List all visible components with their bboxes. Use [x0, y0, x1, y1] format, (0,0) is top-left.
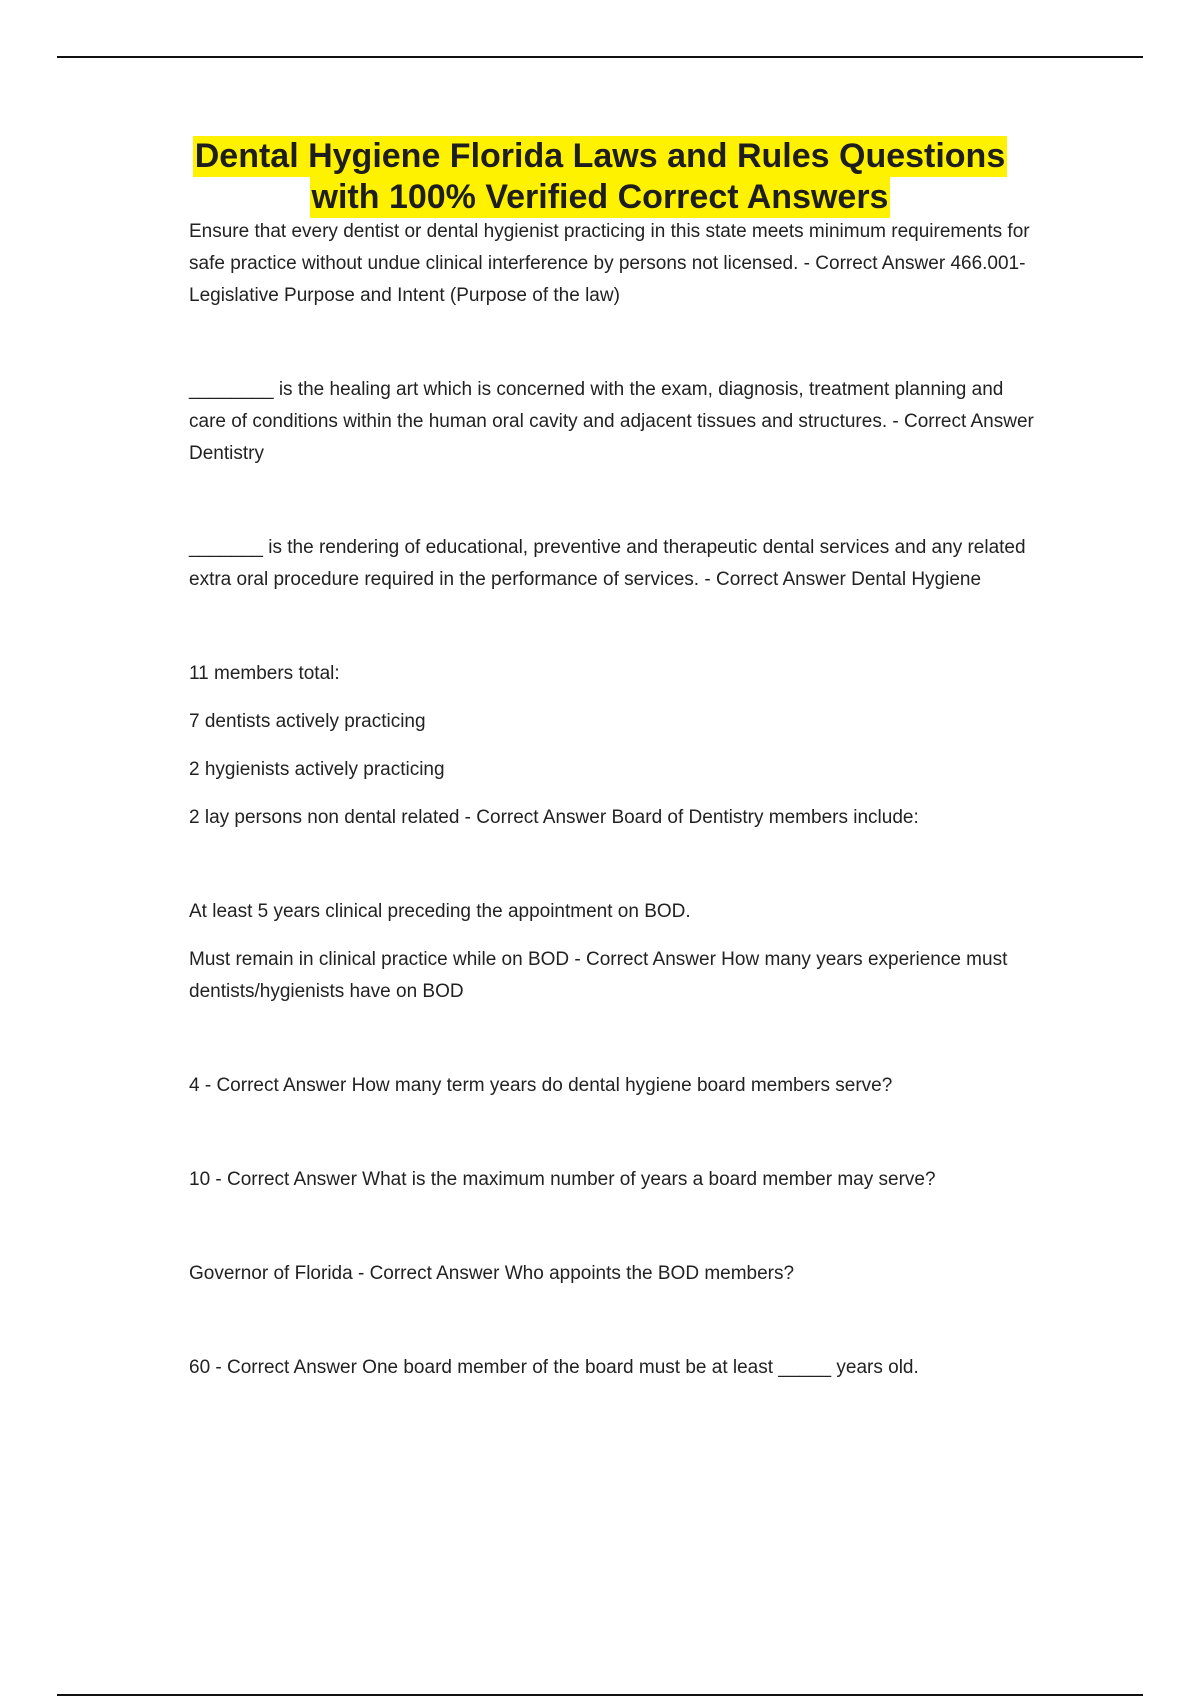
qa-item-4-line-3: 2 hygienists actively practicing	[189, 759, 445, 780]
qa-item-5	[189, 896, 1045, 1008]
bottom-divider	[57, 1694, 1143, 1696]
qa-item-4	[189, 658, 1045, 834]
qa-item-5-line-1: At least 5 years clinical preceding the appointment on BOD.	[189, 901, 691, 922]
qa-item-4-line-2: 7 dentists actively practicing	[189, 711, 426, 732]
title-line-2: with 100% Verified Correct Answers	[311, 178, 889, 216]
qa-item-4-line-4: 2 lay persons non dental related - Correct Answer Board of Dentistry members include:	[189, 807, 919, 828]
qa-item-2: ________ is the healing art which is concerned with the exam, diagnosis, treatment planning and care of conditions within the human oral cavity and adjacent tissues and structures. - Correct Answer Dentistry	[189, 379, 1034, 464]
qa-item-4-line-1: 11 members total:	[189, 663, 340, 684]
title-line-1: Dental Hygiene Florida Laws and Rules Questions	[194, 137, 1006, 175]
qa-item-6: 4 - Correct Answer How many term years do dental hygiene board members serve?	[189, 1075, 893, 1096]
qa-item-1: Ensure that every dentist or dental hygienist practicing in this state meets minimum requirements for safe practice without undue clinical interference by persons not licensed. - Correct Answer 466.001- Legislative Purpose and Intent (Purpose of the law)	[189, 221, 1030, 306]
qa-item-8: Governor of Florida - Correct Answer Who appoints the BOD members?	[189, 1263, 795, 1284]
qa-item-3: _______ is the rendering of educational, preventive and therapeutic dental services and any related extra oral procedure required in the performance of services. - Correct Answer Dental Hygiene	[189, 537, 1026, 590]
document-body	[189, 216, 1045, 1384]
document-title	[100, 136, 1100, 218]
top-divider	[57, 56, 1143, 58]
qa-item-9: 60 - Correct Answer One board member of the board must be at least _____ years old.	[189, 1357, 919, 1378]
qa-item-5-line-2: Must remain in clinical practice while on BOD - Correct Answer How many years experience must dentists/hygienists have on BOD	[189, 949, 1008, 1002]
qa-item-7: 10 - Correct Answer What is the maximum number of years a board member may serve?	[189, 1169, 936, 1190]
